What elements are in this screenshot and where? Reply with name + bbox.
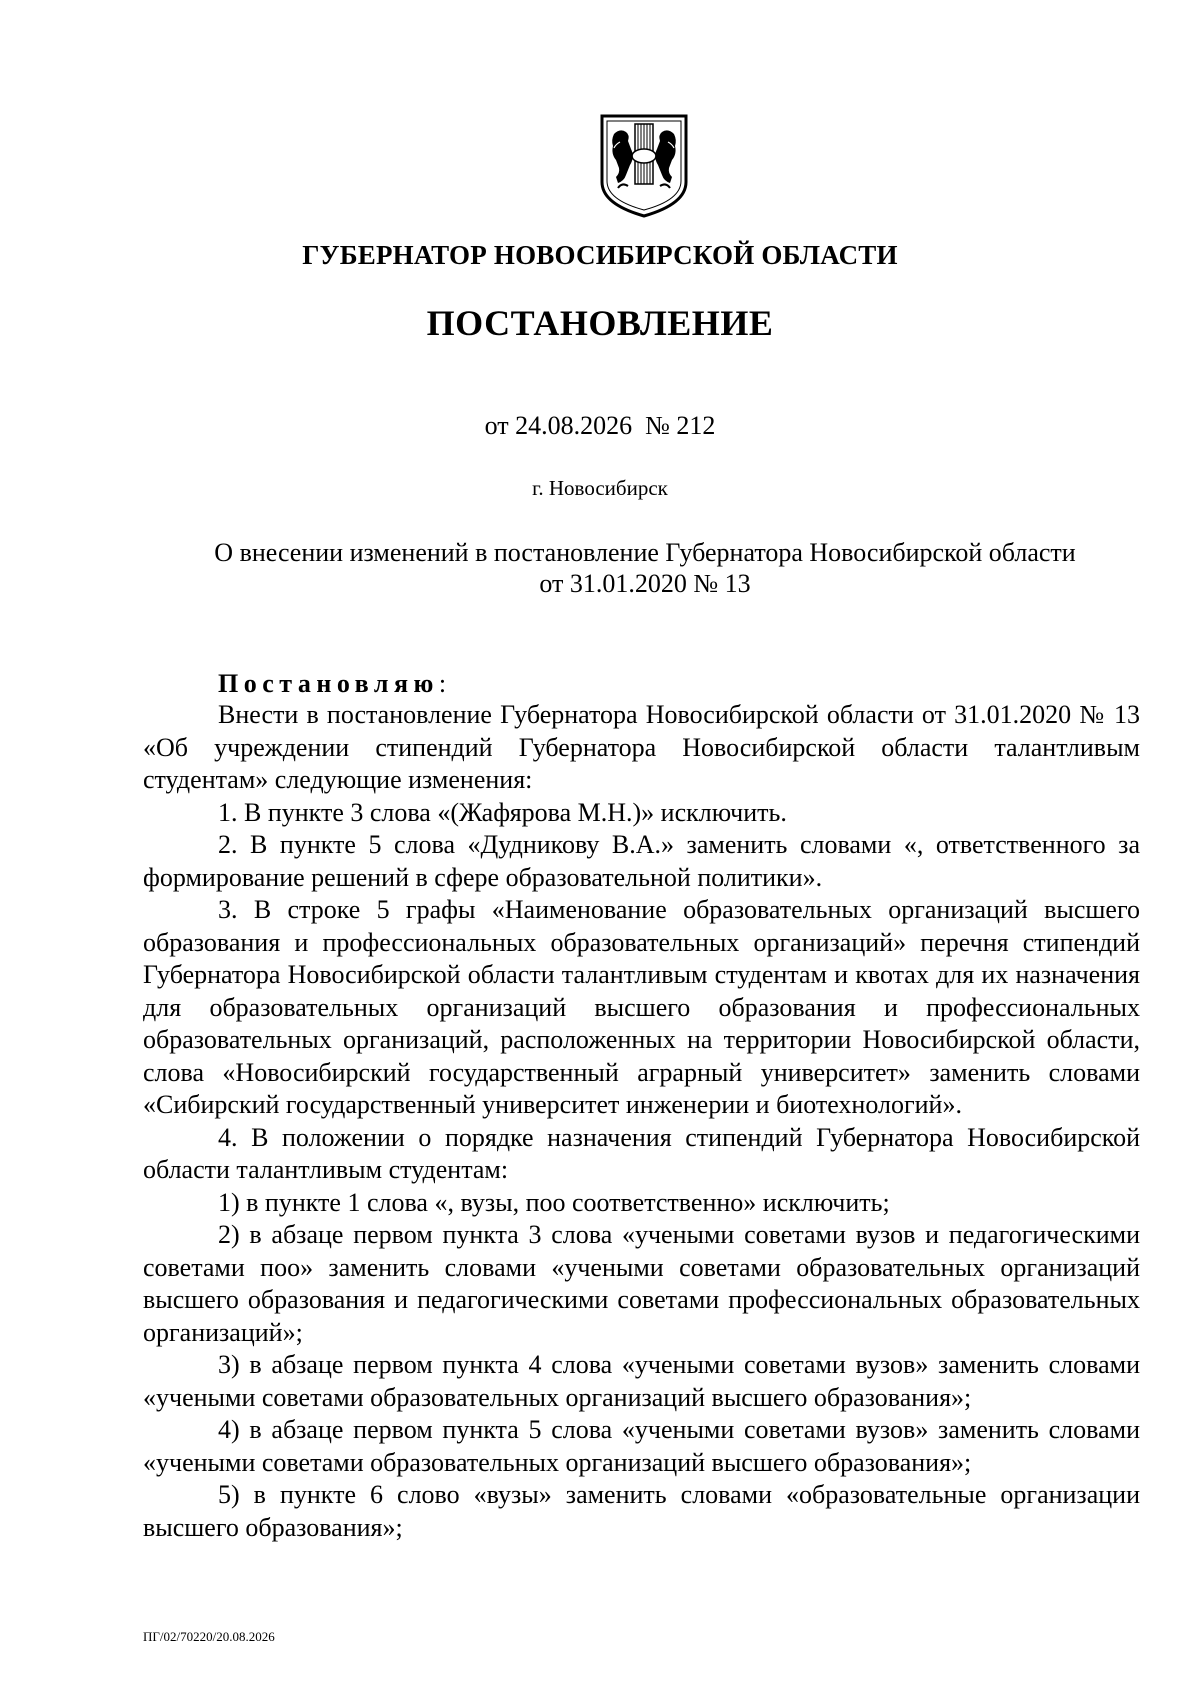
subject-line-1: О внесении изменений в постановление Губернатора Новосибирской области (214, 538, 1076, 567)
body-paragraph: 5) в пункте 6 слово «вузы» заменить словами «образовательные организации высшего образования»; (143, 1480, 1140, 1542)
body-paragraph: 2) в абзаце первом пункта 3 слова «учеными советами вузов и педагогическими советами поо» заменить словами «учеными советами образовательных организаций высшего образования и педагогическими советами профессиональных образовательных организаций»; (143, 1220, 1140, 1347)
subject-line-2: от 31.01.2020 № 13 (539, 569, 751, 598)
body-paragraph: 1. В пункте 3 слова «(Жафярова М.Н.)» исключить. (218, 797, 787, 827)
body-paragraph: 3) в абзаце первом пункта 4 слова «учеными советами вузов» заменить словами «учеными советами образовательных организаций высшего образования»; (143, 1350, 1140, 1412)
issuing-authority-title: ГУБЕРНАТОР НОВОСИБИРСКОЙ ОБЛАСТИ (302, 240, 898, 270)
body-paragraph: 3. В строке 5 графы «Наименование образовательных организаций высшего образования и профессиональных образовательных организаций» перечня стипендий Губернатора Новосибирской области талантливым студентам и квотах для их назначения для образовательных организаций высшего образования и профессиональных образовательных организаций, расположенных на территории Новосибирской области, слова «Новосибирский государственный аграрный университет» заменить словами «Сибирский государственный университет инженерии и биотехнологий». (143, 895, 1140, 1119)
place-of-issue: г. Новосибирск (532, 476, 668, 500)
document-body (143, 699, 1140, 1544)
body-paragraph: 2. В пункте 5 слова «Дудникову В.А.» заменить словами «, ответственного за формирование решений в сфере образовательной политики». (143, 830, 1140, 892)
decree-colon: : (438, 669, 447, 698)
decree-heading (218, 669, 446, 699)
decree-word: Постановляю (218, 669, 439, 698)
coat-of-arms-icon (598, 112, 690, 220)
body-paragraph: Внести в постановление Губернатора Новосибирской области от 31.01.2020 № 13 «Об учреждении стипендий Губернатора Новосибирской области талантливым студентам» следующие изменения: (143, 700, 1140, 794)
document-type-title: ПОСТАНОВЛЕНИЕ (426, 303, 774, 343)
date-and-number: от 24.08.2026 № 212 (484, 411, 716, 440)
body-paragraph: 4) в абзаце первом пункта 5 слова «учеными советами вузов» заменить словами «учеными советами образовательных организаций высшего образования»; (143, 1415, 1140, 1477)
document-registration-code: ПГ/02/70220/20.08.2026 (143, 1629, 275, 1644)
document-subject (150, 537, 1140, 599)
body-paragraph: 4. В положении о порядке назначения стипендий Губернатора Новосибирской области талантливым студентам: (143, 1122, 1140, 1184)
body-paragraph: 1) в пункте 1 слова «, вузы, поо соответственно» исключить; (218, 1187, 890, 1217)
